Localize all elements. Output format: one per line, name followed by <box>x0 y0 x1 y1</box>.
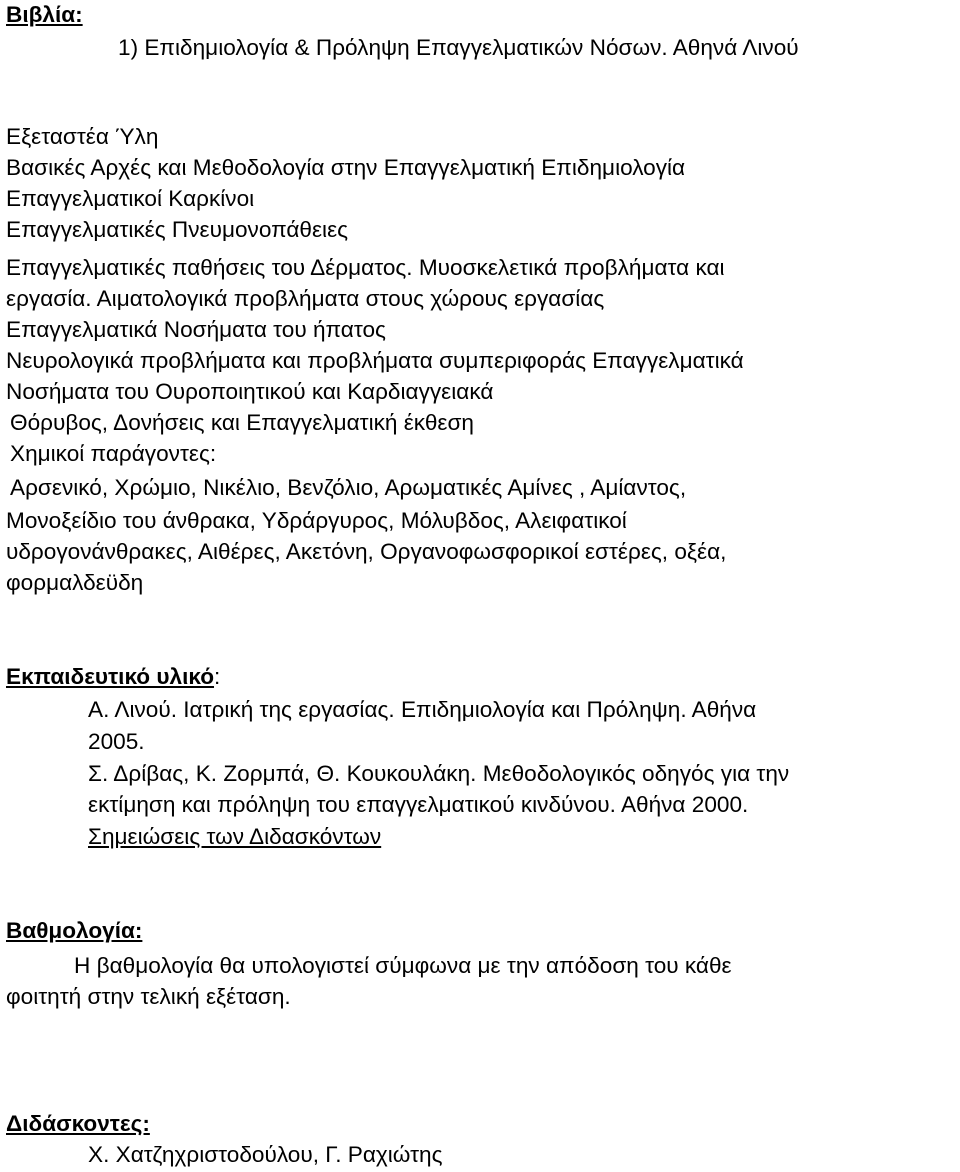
grading-heading: Βαθμολογία: <box>6 918 143 943</box>
syllabus-line: Βασικές Αρχές και Μεθοδολογία στην Επαγγελματική Επιδημιολογία <box>6 155 686 180</box>
syllabus-line: Θόρυβος, Δονήσεις και Επαγγελματική έκθεση <box>10 410 474 435</box>
material-heading <box>6 662 220 692</box>
syllabus-line: Χημικοί παράγοντες: <box>10 441 217 466</box>
material-heading-text: Εκπαιδευτικό υλικό <box>6 664 215 689</box>
material-line: Α. Λινού. Ιατρική της εργασίας. Επιδημιολογία και Πρόληψη. Αθήνα <box>88 697 757 722</box>
syllabus-line: Επαγγελματικοί Καρκίνοι <box>6 186 255 211</box>
syllabus-line: Νευρολογικά προβλήματα και προβλήματα συμπεριφοράς Επαγγελματικά <box>6 348 744 373</box>
material-line: 2005. <box>88 729 145 754</box>
material-heading-colon: : <box>214 664 221 689</box>
instructors-heading: Διδάσκοντες: <box>6 1111 150 1136</box>
grading-line: φοιτητή στην τελική εξέταση. <box>6 984 291 1009</box>
syllabus-line: φορμαλδεϋδη <box>6 570 144 595</box>
material-line: Σ. Δρίβας, Κ. Ζορμπά, Θ. Κουκουλάκη. Μεθοδολογικός οδηγός για την <box>88 761 790 786</box>
syllabus-line: εργασία. Αιματολογικά προβλήματα στους χώρους εργασίας <box>6 286 605 311</box>
syllabus-line: Επαγγελματικές παθήσεις του Δέρματος. Μυοσκελετικά προβλήματα και <box>6 255 725 280</box>
syllabus-line: Αρσενικό, Χρώμιο, Νικέλιο, Βενζόλιο, Αρωματικές Αμίνες , Αμίαντος, <box>10 475 687 500</box>
material-line: Σημειώσεις των Διδασκόντων <box>88 824 382 849</box>
syllabus-line: Επαγγελματικά Νοσήματα του ήπατος <box>6 317 386 342</box>
syllabus-line: Νοσήματα του Ουροποιητικού και Καρδιαγγειακά <box>6 379 494 404</box>
syllabus-line: Επαγγελματικές Πνευμονοπάθειες <box>6 217 349 242</box>
instructors-names: Χ. Χατζηχριστοδούλου, Γ. Ραχιώτης <box>88 1142 443 1167</box>
syllabus-line: υδρογονάνθρακες, Αιθέρες, Ακετόνη, Οργανοφωσφορικοί εστέρες, οξέα, <box>6 539 727 564</box>
books-heading: Βιβλία: <box>6 2 83 27</box>
syllabus-heading: Εξεταστέα Ύλη <box>6 124 159 149</box>
syllabus-line: Μονοξείδιο του άνθρακα, Υδράργυρος, Μόλυβδος, Αλειφατικοί <box>6 508 627 533</box>
book-item: 1) Επιδημιολογία & Πρόληψη Επαγγελματικών Νόσων. Αθηνά Λινού <box>118 35 799 60</box>
material-line: εκτίμηση και πρόληψη του επαγγελματικού κινδύνου. Αθήνα 2000. <box>88 792 749 817</box>
grading-line: Η βαθμολογία θα υπολογιστεί σύμφωνα με την απόδοση του κάθε <box>74 953 732 978</box>
